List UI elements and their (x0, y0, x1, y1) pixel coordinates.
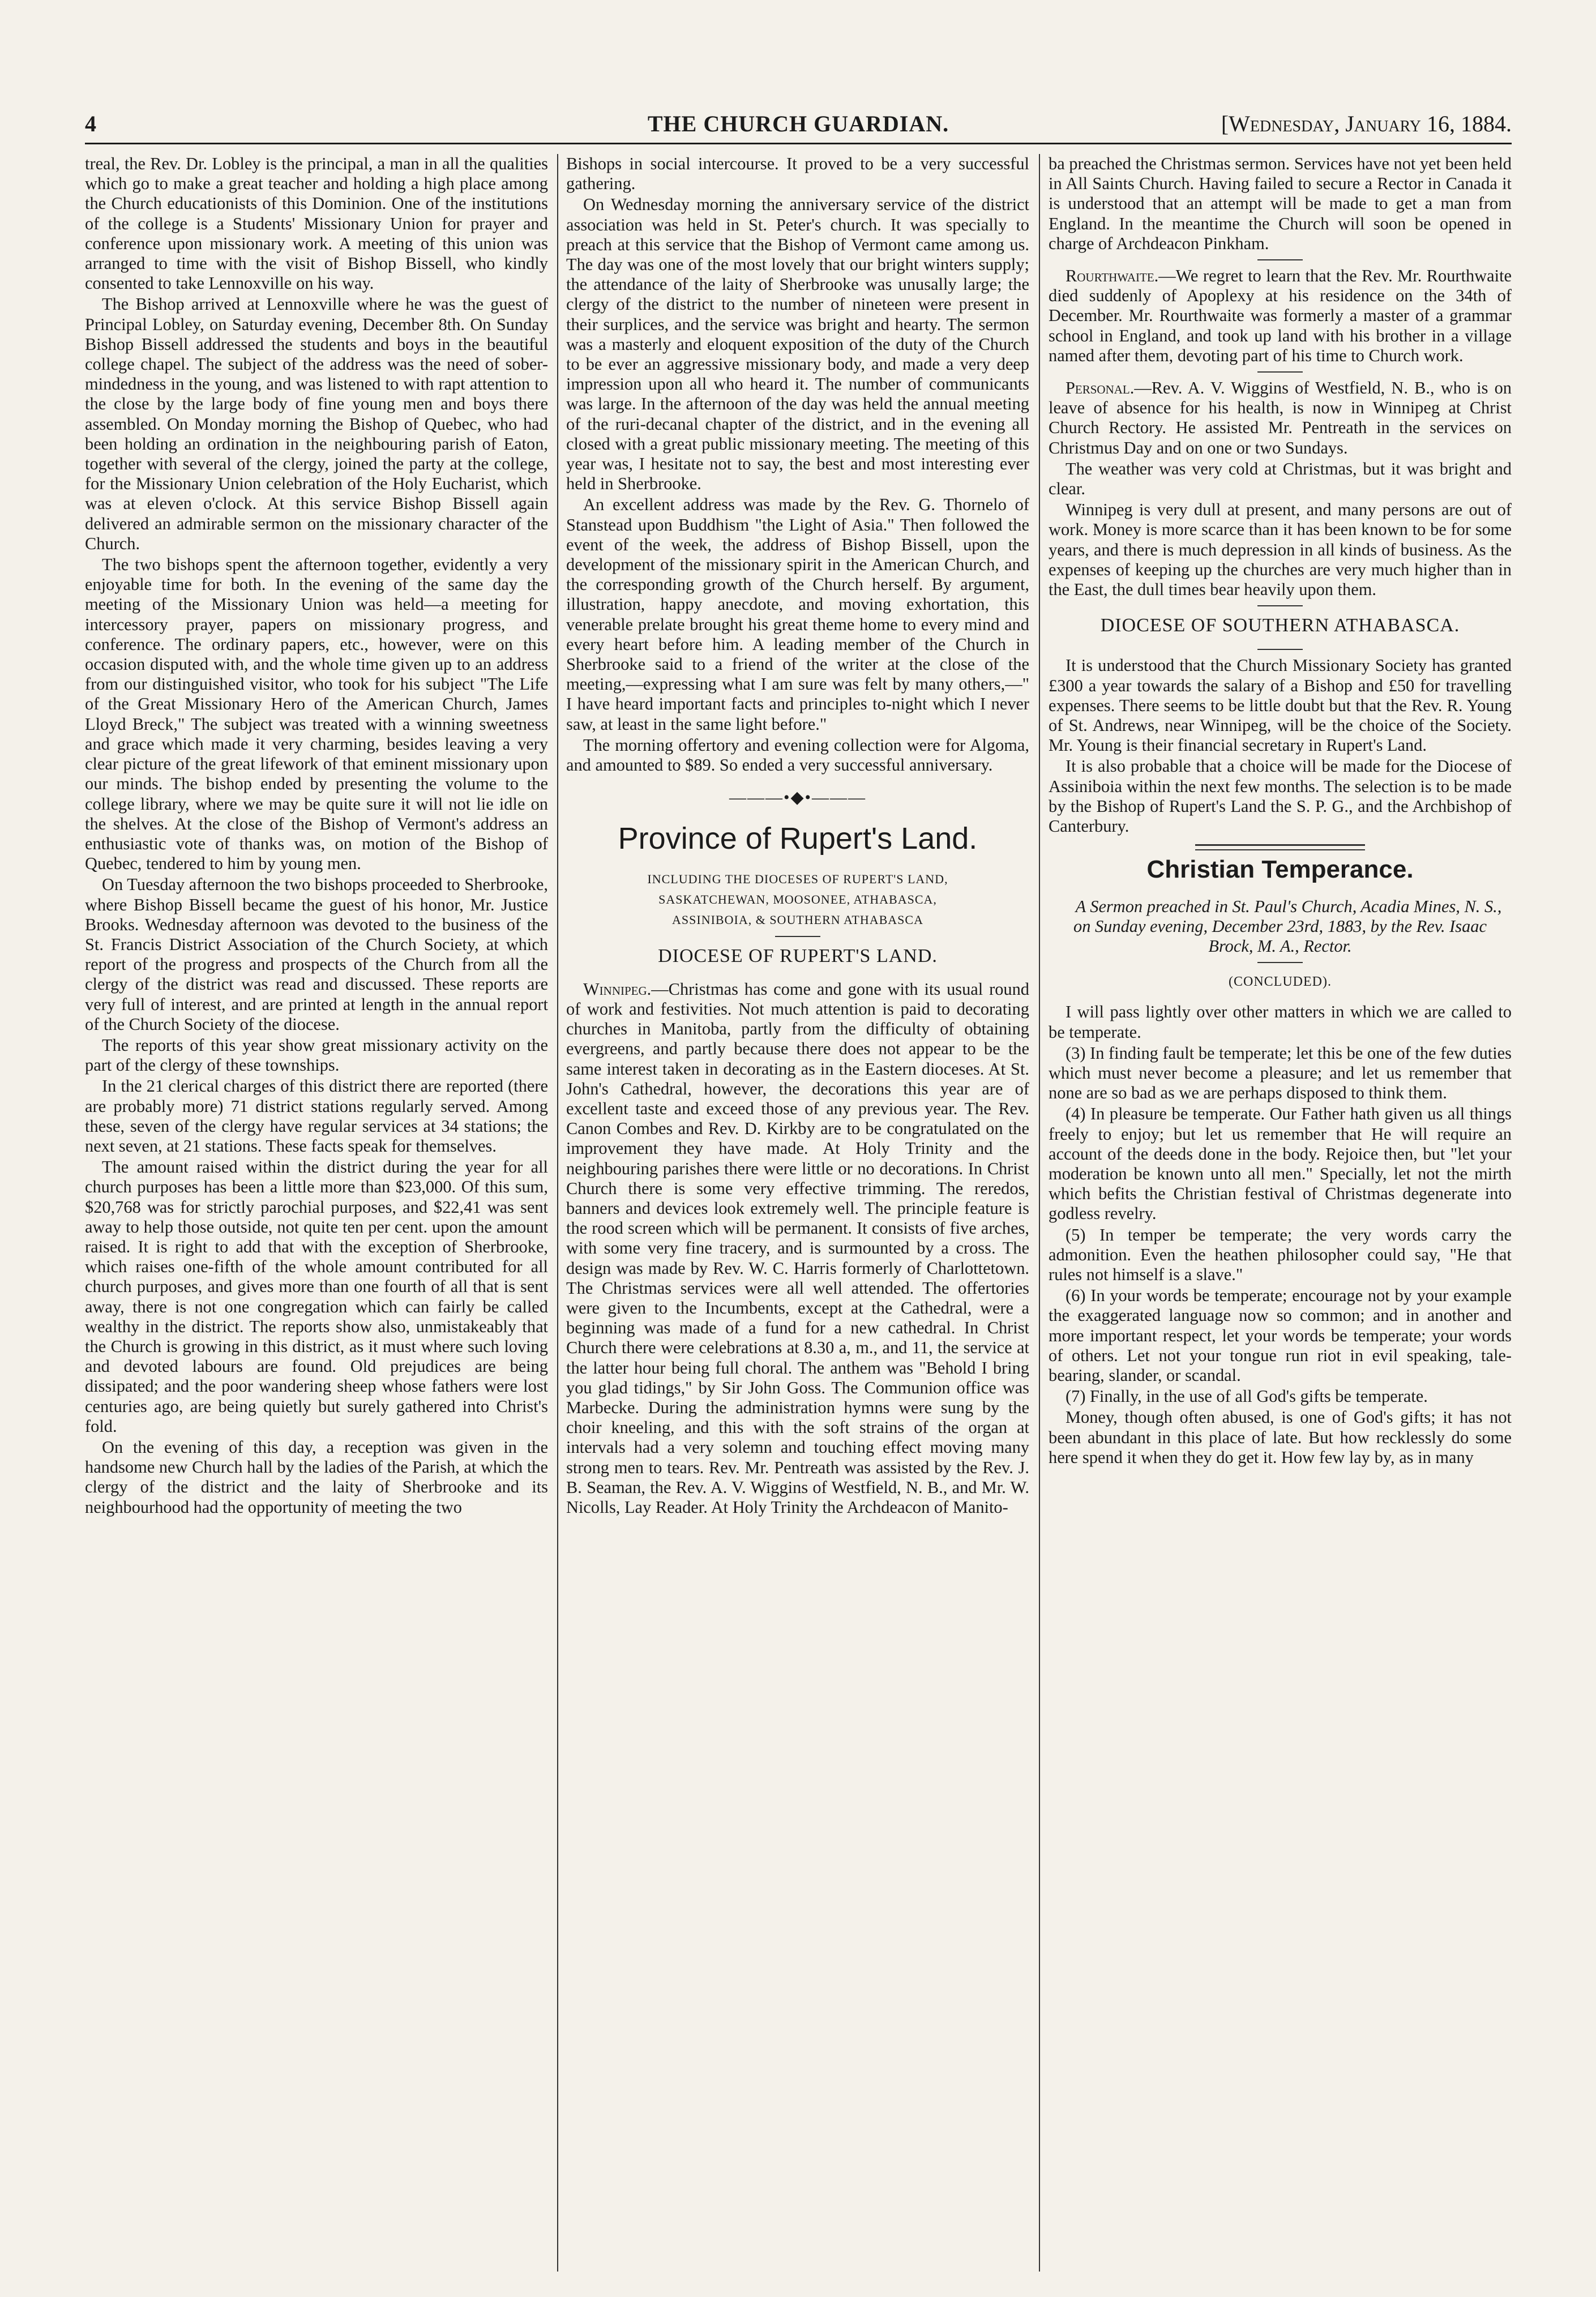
paragraph: (6) In your words be temperate; encourage not by your example the exaggerated language now so common; and in another and more important respect, let your words be temperate; your words of others. Let not your tongue run riot in evil speaking, tale-bearing, slander, or scandal. (1049, 1286, 1512, 1385)
paragraph-text: —Rev. A. V. Wiggins of Westfield, N. B., who is on leave of absence for his health, is now in Winnipeg at Christ Church Rectory. He assisted Mr. Pentreath in the services on Christmus Day and on one or two Sundays. (1049, 378, 1512, 457)
page-number: 4 (85, 111, 96, 136)
paragraph: The weather was very cold at Christmas, but it was bright and clear. (1049, 459, 1512, 499)
paragraph: The reports of this year show great missionary activity on the part of the clergy of these townships. (85, 1035, 548, 1075)
paragraph: On Wednesday morning the anniversary service of the district association was held in St. Peter's church. It was specially to preach at this service that the Bishop of Vermont came among us. The day was one of the most lovely that our bright winters supply; the attendance of the laity of Sherbrooke was unusally large; the clergy of the district to the number of nineteen were present in their surplices, and the service was bright and hearty. The sermon was a masterly and eloquent exposition of the duty of the Church to be ever an aggressive missionary body, and made a very deep impression upon all who heard it. The number of communicants was large. In the afternoon of the day was held the annual meeting of the ruri-decanal chapter of the district, and in the evening all closed with a great public missionary meeting. The meeting of this year was, I hesitate not to say, the best and most interesting ever held in Sherbrooke. (566, 195, 1029, 494)
section-heading-temperance: Christian Temperance. (1146, 856, 1414, 884)
paragraph (1049, 378, 1512, 458)
section-rule (1195, 849, 1365, 850)
issue-date: [Wednesday, January 16, 1884. (1221, 111, 1512, 136)
column-divider (557, 154, 558, 2272)
paragraph: On the evening of this day, a reception was given in the handsome new Church hall by the ladies of the Parish, at which the clergy of the district and the laity of Sherbrooke and its neighbourhood had the opportunity of meeting the two (85, 1438, 548, 1517)
page-header (85, 110, 1512, 142)
paragraph: (4) In pleasure be temperate. Our Father hath given us all things freely to enjoy; but let us remember that He will require an account of the deeds done in the body. Rejoice then, but "let your moderation be known unto all men." Specially, let not the mirth which befits the Christian festival of Christmas degenerate into godless revelry. (1049, 1104, 1512, 1224)
sermon-note: A Sermon preached in St. Paul's Church, Acadia Mines, N. S., on Sunday evening, December 23rd, 1883, by the Rev. Isaac Brock, M. A., Rector. (1073, 896, 1502, 956)
paragraph-text: —Christmas has come and gone with its usual round of work and festivities. Not much attention is paid to decorating churches in Manitoba, partly from the difficulty of obtaining evergreens, and partly because there does not appear to be the same interest taken in decorating as in the Eastern dioceses. At St. John's Cathedral, however, the decorations this year are of excellent taste and exceed those of any previous year. The Rev. Canon Combes and Rev. D. Kirkby are to be congratulated on the improvement they have made. At Holy Trinity and the neighbouring parishes there were little or no decorations. In Christ Church there is some very effective trimming. The reredos, banners and devices look extremely well. The principle feature is the rood screen which will be permanent. It consists of five arches, with some very fine tracery, and is surmounted by a cross. The design was made by Rev. W. C. Harris formerly of Charlottetown. The Christmas services were all well attended. The offertories were given to the Incumbents, except at the Cathedral, were a beginning was made of a fund for a new cathedral. In Christ Church there were celebrations at 8.30 a, m., and 11, the service at the latter hour being full choral. The anthem was "Behold I bring you glad tidings," by Sir John Goss. The Communion office was Marbecke. During the administration hymns were sung by the choir kneeling, and this with the soft strains of the organ at intervals had a very solemn and touching effect moving many strong men to tears. Rev. Mr. Pentreath was assisted by the Rev. J. B. Seaman, the Rev. A. V. Wiggins of Westfield, N. B., and Mr. W. Nicolls, Lay Reader. At Holy Trinity the Archdeacon of Manito- (566, 979, 1029, 1517)
paragraph: Money, though often abused, is one of God's gifts; it has not been abundant in this place of late. But how recklessly do some here spend it when they do get it. How few lay by, as in many (1049, 1408, 1512, 1467)
diocese-heading: DIOCESE OF SOUTHERN ATHABASCA. (1100, 615, 1460, 636)
paragraph: The amount raised within the district during the year for all church purposes has been a little more than $23,000. Of this sum, $20,768 was for strictly parochial purposes, and $22,41 was sent away to help those outside, not quite ten per cent. upon the amount raised. It is right to add that with the exception of Sherbrooke, which raises one-fifth of the whole amount contributed for all church purposes, and gives more than one fourth of all that is sent away, there is not one congregation which can fairly be called wealthy in the district. The reports show also, unmistakeably that the Church is growing in this district, as it must where such loving and devoted labours are found. Old prejudices are being dissipated; and the poor wandering sheep whose fathers were lost centuries ago, are being quietly but surely gathered into Christ's fold. (85, 1157, 548, 1436)
paragraph: An excellent address was made by the Rev. G. Thornelo of Stanstead upon Buddhism "the Light of Asia." Then followed the event of the week, the address of Bishop Bissell, upon the development of the missionary spirit in the American Church, and the corresponding growth of the Church herself. By argument, illustration, happy anecdote, and moving exhortation, this venerable prelate brought his great theme home to every mind and every heart before him. A leading member of the Church in Sherbrooke said to a friend of the writer at the close of the meeting,—expressing what I am sure was felt by many others,—" I have heard important facts and principles to-night which I never saw, at least in the same light before." (566, 495, 1029, 734)
column-divider (1039, 154, 1040, 2272)
section-heading-province: Province of Rupert's Land. (618, 821, 978, 856)
including-line: SASKATCHEWAN, MOOSONEE, ATHABASCA, (658, 892, 937, 906)
including-line: INCLUDING THE DIOCESES OF RUPERT'S LAND, (647, 871, 948, 886)
concluded-label: (CONCLUDED). (1229, 974, 1332, 990)
paragraph: ba preached the Christmas sermon. Services have not yet been held in All Saints Church. Having failed to secure a Rector in Canada it is understood that an attempt will be made to get a man from England. In the meantime the Church will soon be opened in charge of Archdeacon Pinkham. (1049, 154, 1512, 253)
diocese-heading: DIOCESE OF RUPERT'S LAND. (658, 945, 938, 966)
paragraph: The Bishop arrived at Lennoxville where he was the guest of Principal Lobley, on Saturday evening, December 8th. On Sunday Bishop Bissell addressed the students and boys in the beautiful college chapel. The subject of the address was the need of sober-mindedness in the young, and was listened to with rapt attention to the close by the large body of fine young men and boys there assembled. On Monday morning the Bishop of Quebec, who had been holding an ordination in the neighbouring parish of Eaton, together with several of the clergy, joined the party at the college, for the Missionary Union celebration of the Holy Eucharist, which was at eleven o'clock. At this service Bishop Bissell again delivered an admirable sermon on the missionary character of the Church. (85, 294, 548, 553)
paragraph: I will pass lightly over other matters in which we are called to be temperate. (1049, 1002, 1512, 1042)
section-ornament: ———•◆•——— (729, 788, 867, 807)
column-2 (566, 154, 1029, 2272)
paragraph: The two bishops spent the afternoon together, evidently a very enjoyable time for both. In the evening of the same day the meeting of the Missionary Union was held—a meeting for intercessory prayer, papers on missionary progress, and conference. The ordinary papers, etc., however, were on this occasion disputed with, and the whole time given up to an address from our distinguished visitor, who took for his subject "The Life of the Great Missionary Hero of the American Church, James Lloyd Breck," The subject was treated with a winning sweetness and grace which made it very charming, besides leaving a very clear picture of the great lifework of that eminent missionary upon our minds. The bishop ended by presenting the volume to the college library, where we may be quite sure it will not lie idle on the shelves. At the close of the Bishop of Vermont's address an enthusiastic vote of thanks was, on motion of the Bishop of Quebec, tendered to him by young men. (85, 555, 548, 874)
including-line: ASSINIBOIA, & SOUTHERN ATHABASCA (672, 912, 923, 927)
paragraph: Winnipeg is very dull at present, and many persons are out of work. Money is more scarce than it has been known to be for some years, and there is much depression in all kinds of business. As the expenses of keeping up the churches are very much higher than in the East, the dull times bear heavily upon them. (1049, 500, 1512, 600)
paragraph: (3) In finding fault be temperate; let this be one of the few duties which must never become a pleasure; and let us remember that none are so bad as we are perhaps disposed to think them. (1049, 1043, 1512, 1103)
paragraph: It is understood that the Church Missionary Society has granted £300 a year towards the salary of a Bishop and £50 for travelling expenses. There seems to be little doubt but that the Rev. R. Young of St. Andrews, near Winnipeg, will be the choice of the Society. Mr. Young is their financial secretary in Rupert's Land. (1049, 656, 1512, 755)
paragraph (566, 979, 1029, 1517)
paragraph: (5) In temper be temperate; the very words carry the admonition. Even the heathen philosopher could say, "He that rules not himself is a slave." (1049, 1225, 1512, 1284)
column-1 (85, 154, 548, 2272)
paragraph: (7) Finally, in the use of all God's gifts be temperate. (1066, 1387, 1428, 1406)
paragraph: Bishops in social intercourse. It proved to be a very successful gathering. (566, 154, 1029, 194)
divider (775, 936, 820, 937)
divider (1257, 371, 1303, 373)
paragraph-text: —We regret to learn that the Rev. Mr. Rourthwaite died suddenly of Apoplexy at his residence on the 34th of December. Mr. Rourthwaite was formerly a master of a grammar school in England, and took up land with his brother in a village named after them, devoting part of his time to Church work. (1049, 266, 1512, 365)
dateline: Rourthwaite. (1066, 266, 1159, 286)
dateline: Personal. (1066, 378, 1135, 398)
paragraph: It is also probable that a choice will be made for the Diocese of Assiniboia within the next few months. The selection is to be made by the Bishop of Rupert's Land the S. P. G., and the Archbishop of Canterbury. (1049, 756, 1512, 836)
header-rule (85, 143, 1512, 144)
section-rule (1195, 844, 1365, 846)
divider (1257, 649, 1303, 650)
divider (1257, 259, 1303, 260)
paragraph: The morning offertory and evening collection were for Algoma, and amounted to $89. So ended a very successful anniversary. (566, 735, 1029, 775)
paragraph: In the 21 clerical charges of this district there are reported (there are probably more) 71 district stations regularly served. Among these, seven of the clergy have regular services at 34 stations; the next seven, at 21 stations. These facts speak for themselves. (85, 1076, 548, 1156)
paragraph (1049, 266, 1512, 366)
divider (1257, 962, 1303, 963)
divider (1257, 605, 1303, 606)
newspaper-title: THE CHURCH GUARDIAN. (647, 111, 949, 136)
column-3 (1049, 154, 1512, 2272)
paragraph: On Tuesday afternoon the two bishops proceeded to Sherbrooke, where Bishop Bissell became the guest of his honor, Mr. Justice Brooks. Wednesday afternoon was devoted to the business of the St. Francis District Association of the Church Society, at which report of the progress and prospects of the Church from all the clergy of the district was read and discussed. These reports are very full of interest, and are printed at length in the annual report of the Church Society of the diocese. (85, 875, 548, 1034)
paragraph: treal, the Rev. Dr. Lobley is the principal, a man in all the qualities which go to make a great teacher and holding a high place among the Church educationists of this Dominion. One of the institutions of the college is a Students' Missionary Union for prayer and conference upon missionary work. A meeting of this union was arranged to time with the visit of Bishop Bissell, who kindly consented to take Lennoxville on his way. (85, 154, 548, 293)
section-subheading (566, 869, 1029, 930)
dateline: Winnipeg. (583, 979, 652, 999)
